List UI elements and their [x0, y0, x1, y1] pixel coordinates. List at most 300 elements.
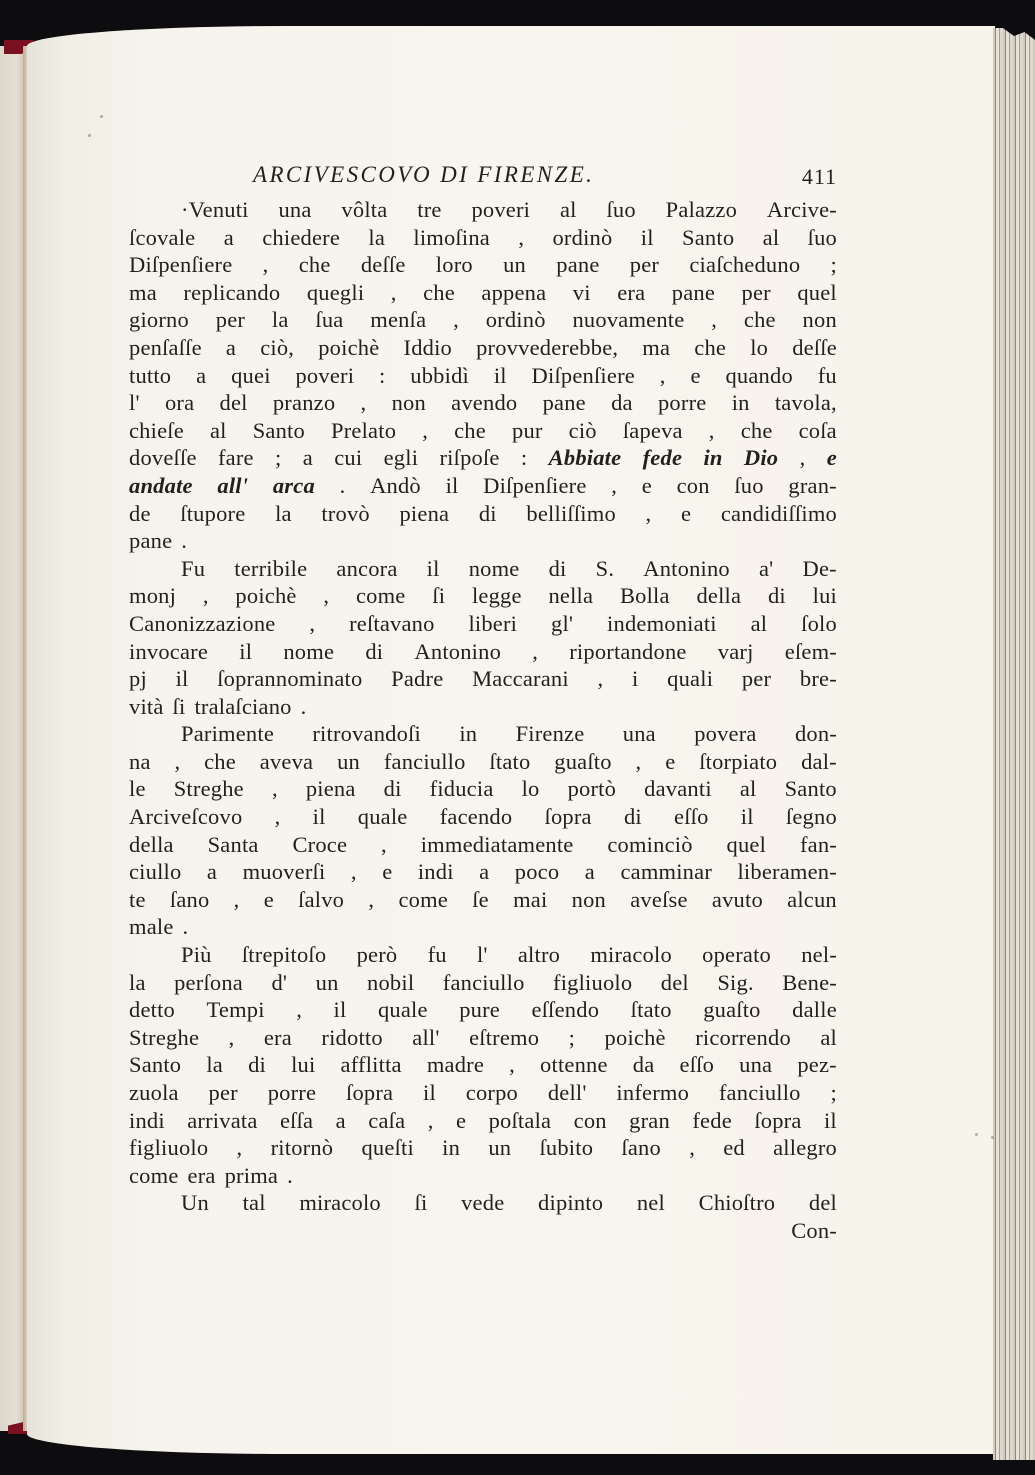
text-line — [129, 775, 837, 803]
word: , — [427, 1107, 434, 1133]
word: era — [617, 279, 646, 305]
word: ; — [830, 252, 837, 278]
word: Parimente — [181, 721, 275, 747]
word: piena — [305, 776, 356, 802]
word: poichè — [235, 583, 297, 609]
word: , — [611, 472, 618, 498]
word: della — [129, 831, 174, 857]
word: . — [182, 914, 189, 940]
word: Diſpenſiere — [531, 362, 635, 388]
word: d' — [271, 969, 288, 995]
word: a — [584, 859, 595, 885]
word: perſona — [174, 969, 243, 995]
word: allegro — [773, 1135, 837, 1161]
word: con — [573, 1107, 607, 1133]
body-lines — [129, 196, 837, 1217]
word: prima — [224, 1162, 279, 1188]
word: Antonino — [643, 555, 730, 581]
word: quegli — [306, 279, 365, 305]
facing-page-edge — [0, 46, 24, 1431]
word: pj — [129, 666, 147, 692]
word: l' — [476, 942, 488, 968]
paper-speck — [88, 134, 91, 137]
word: tre — [417, 197, 442, 222]
word: in — [459, 721, 478, 747]
word: come — [129, 1162, 179, 1188]
word: ſubito — [539, 1135, 594, 1161]
word: , — [518, 224, 525, 250]
word: appena — [481, 279, 547, 305]
word: la — [271, 307, 289, 333]
word: ſalvo — [298, 886, 345, 912]
word: quei — [231, 362, 271, 388]
text-line — [129, 1051, 837, 1079]
word: ciullo — [129, 859, 182, 885]
word: ancora — [336, 555, 398, 581]
word: Santo — [252, 417, 305, 443]
word: deſſe — [792, 334, 837, 360]
word: Tempi — [206, 997, 265, 1023]
word: al — [739, 776, 757, 802]
word: al — [209, 417, 227, 443]
word: limoſina — [413, 224, 490, 250]
word: terribile — [234, 555, 308, 581]
word: poveri — [471, 197, 531, 222]
word: tavola, — [774, 390, 837, 416]
word: i — [632, 666, 639, 692]
word: a — [206, 859, 218, 885]
word: era — [263, 1024, 292, 1050]
word: provvederebbe, — [476, 334, 619, 360]
word: come — [355, 583, 406, 609]
word: gl' — [551, 610, 574, 636]
word: zuola — [129, 1080, 179, 1105]
word: davanti — [644, 776, 712, 802]
word: , — [360, 390, 367, 416]
word: lui — [812, 583, 837, 609]
word: ſi — [414, 1190, 428, 1216]
word: , — [262, 252, 269, 278]
word: detto — [129, 997, 175, 1023]
text-line — [129, 389, 837, 417]
word: non — [802, 307, 837, 333]
word: tralaſciano — [194, 693, 292, 719]
word: eſtremo — [469, 1024, 540, 1050]
word: pranzo — [272, 390, 336, 416]
word: Più — [181, 942, 212, 968]
text-line — [129, 527, 837, 555]
word: aveſse — [630, 886, 688, 912]
text-line — [129, 444, 837, 472]
text-line — [129, 720, 837, 748]
word: le — [129, 776, 146, 802]
word: , — [708, 417, 715, 443]
word: alcun — [787, 886, 837, 912]
word: Arciveſcovo — [129, 804, 243, 830]
italic-word: all' — [217, 472, 249, 498]
word: quali — [667, 666, 714, 692]
word: poichè — [604, 1024, 666, 1050]
word: ubbidì — [410, 362, 469, 388]
word: il — [333, 997, 347, 1023]
word: fan- — [799, 831, 837, 857]
word: per — [741, 279, 771, 305]
word: cominciò — [607, 831, 693, 857]
text-line — [129, 362, 837, 390]
text-line — [129, 1162, 837, 1190]
word: ; — [275, 445, 282, 471]
word: la — [206, 1052, 223, 1078]
word: monj — [129, 583, 177, 609]
word: non — [391, 390, 426, 416]
word: Santa — [207, 831, 259, 857]
word: belliſſimo — [526, 500, 616, 526]
text-line — [129, 803, 837, 831]
text-line — [129, 996, 837, 1024]
text-line — [129, 748, 837, 776]
word: il — [426, 555, 440, 581]
text-line — [129, 913, 837, 941]
word: miracolo — [299, 1190, 381, 1216]
word: che — [454, 417, 486, 443]
word: , — [645, 500, 652, 526]
text-line — [129, 665, 837, 693]
word: gran — [629, 1107, 670, 1133]
word: al — [820, 1024, 837, 1050]
word: ciò, — [260, 334, 295, 360]
word: Iddio — [403, 334, 452, 360]
word: ſoprannominato — [217, 666, 363, 692]
word: , — [233, 886, 240, 912]
word: eſſa — [279, 1107, 314, 1133]
text-line — [129, 941, 837, 969]
word: male — [129, 914, 174, 940]
word: una — [622, 721, 656, 747]
word: : — [379, 362, 386, 388]
word: ſtupore — [180, 500, 246, 526]
word: ·Venuti — [181, 197, 249, 222]
word: ſtorpiato — [699, 748, 778, 774]
word: un — [503, 252, 526, 278]
word: lui — [291, 1052, 316, 1078]
word: la — [368, 224, 386, 250]
word: poveri — [295, 362, 355, 388]
word: una — [278, 197, 312, 222]
word: ſuo — [606, 197, 636, 222]
word: porre — [267, 1080, 317, 1105]
word: , — [422, 417, 429, 443]
word: e — [681, 500, 692, 526]
word: doveſſe — [129, 445, 197, 471]
text-line — [129, 831, 837, 859]
word: , — [453, 307, 459, 333]
word: facendo — [439, 804, 513, 830]
word: Fu — [181, 555, 206, 581]
word: , — [532, 638, 539, 664]
word: tal — [242, 1190, 266, 1216]
word: altro — [517, 942, 561, 968]
word: Canonizzazione — [129, 610, 276, 636]
word: tutto — [129, 362, 172, 388]
word: a — [302, 445, 313, 471]
word: al — [762, 224, 780, 250]
word: quale — [377, 997, 428, 1023]
text-line — [129, 1189, 837, 1217]
word: Prelato — [331, 417, 397, 443]
word: un — [315, 969, 339, 995]
italic-word: andate — [129, 472, 193, 498]
word: , — [271, 776, 278, 802]
word: ſuo — [734, 472, 764, 498]
word: di — [623, 804, 642, 830]
text-line — [129, 500, 837, 528]
word: ordinò — [552, 224, 613, 250]
word: madre — [426, 1052, 485, 1078]
word: ſuo — [807, 224, 837, 250]
word: che — [743, 307, 776, 333]
word: quale — [357, 804, 408, 830]
word: . — [181, 528, 188, 554]
word: ſopra — [544, 804, 592, 830]
word: chieſe — [129, 417, 184, 443]
word: che — [298, 252, 331, 278]
word: ſolo — [801, 610, 837, 636]
word: vi — [572, 279, 591, 305]
text-line — [129, 610, 837, 638]
word: era — [187, 1162, 216, 1188]
word: in — [731, 390, 750, 416]
word: e — [665, 748, 676, 774]
word: il — [823, 1107, 837, 1133]
word: il — [740, 804, 754, 830]
word: di — [478, 500, 497, 526]
word: trovò — [321, 500, 370, 526]
word: pane — [556, 252, 600, 278]
word: lo — [750, 334, 769, 360]
word: riſpoſe — [439, 445, 500, 471]
word: pane — [129, 528, 173, 554]
text-line — [129, 693, 837, 721]
word: dipinto — [538, 1190, 604, 1216]
word: guaſto — [554, 748, 612, 774]
word: Santo — [784, 776, 837, 802]
word: ora — [164, 390, 195, 416]
word: , — [381, 831, 387, 857]
word: , — [597, 666, 604, 692]
italic-word: fede — [642, 445, 683, 471]
word: e — [641, 472, 652, 498]
word: giorno — [129, 307, 189, 333]
word: ritrovandoſi — [312, 721, 421, 747]
word: invocare — [129, 638, 209, 664]
word: . — [300, 693, 307, 719]
word: quel — [797, 279, 837, 305]
word: la — [129, 969, 146, 995]
word: vità — [129, 693, 164, 719]
italic-word: e — [826, 445, 837, 471]
word: , — [296, 997, 303, 1023]
word: de — [129, 500, 151, 526]
word: na — [129, 748, 151, 774]
word: Andò — [370, 472, 421, 498]
word: egli — [383, 445, 419, 471]
word: aveva — [259, 748, 314, 774]
word: che — [694, 334, 727, 360]
word: ſcovale — [129, 224, 196, 250]
word: ſtato — [630, 997, 672, 1023]
word: una — [739, 1052, 773, 1078]
text-line — [129, 251, 837, 279]
word: afflitta — [340, 1052, 402, 1078]
text-line — [129, 196, 837, 224]
page-stack-edges — [993, 28, 1035, 1460]
word: a — [225, 334, 237, 360]
word: di — [767, 583, 786, 609]
word: pez- — [797, 1052, 837, 1078]
word: arrivata — [187, 1107, 258, 1133]
word: ſi — [432, 583, 446, 609]
word: don- — [794, 721, 837, 747]
word: ſano — [169, 886, 210, 912]
word: ſano — [621, 1135, 661, 1161]
word: , — [799, 445, 806, 471]
text-line — [129, 858, 837, 886]
word: indi — [129, 1107, 165, 1133]
word: l' — [129, 390, 140, 416]
word: legge — [471, 583, 522, 609]
word: bre- — [799, 666, 837, 692]
word: non — [571, 886, 607, 912]
word: , — [236, 1135, 243, 1161]
word: ſopra — [346, 1080, 394, 1105]
word: liberamen- — [737, 859, 837, 885]
word: figliuolo — [129, 1135, 209, 1161]
text-line — [129, 334, 837, 362]
text-line — [129, 1107, 837, 1135]
word: dalle — [792, 997, 837, 1023]
catchword-text: Con- — [791, 1217, 837, 1243]
word: e — [690, 362, 701, 388]
word: e — [455, 1107, 467, 1133]
word: candidiſſimo — [720, 500, 837, 526]
word: mai — [513, 886, 548, 912]
word: vôlta — [341, 197, 388, 222]
word: il — [423, 1080, 436, 1105]
word: ſi — [172, 693, 186, 719]
word: , — [228, 1024, 235, 1050]
word: nome — [468, 555, 520, 581]
word: fiducia — [429, 776, 494, 802]
word: Diſpenſiere — [129, 252, 233, 278]
word: Palazzo — [665, 197, 738, 222]
text-line — [129, 886, 837, 914]
word: , — [309, 610, 316, 636]
word: infermo — [616, 1080, 690, 1105]
text-line — [129, 1079, 837, 1107]
word: , — [202, 583, 209, 609]
word: queſti — [361, 1135, 414, 1161]
word: piena — [399, 500, 450, 526]
word: , — [350, 859, 357, 885]
text-line — [129, 224, 837, 252]
catchword — [129, 1217, 837, 1245]
word: quel — [726, 831, 767, 857]
running-head — [129, 160, 837, 196]
word: di — [248, 1052, 266, 1078]
word: quando — [725, 362, 793, 388]
paper-speck — [991, 1136, 994, 1139]
text-line — [129, 417, 837, 445]
word: ridotto — [321, 1024, 383, 1050]
text-line — [129, 1024, 837, 1052]
word: pur — [512, 417, 543, 443]
word: eſſo — [679, 1052, 715, 1078]
word: dal- — [801, 748, 837, 774]
word: , — [689, 1135, 696, 1161]
paper-speck — [975, 1133, 978, 1136]
word: ſtrepitoſo — [241, 942, 327, 968]
word: pane — [542, 390, 586, 416]
word: della — [696, 583, 742, 609]
word: Santo — [129, 1052, 182, 1078]
text-line — [129, 306, 837, 334]
word: il — [640, 224, 654, 250]
word: il — [239, 638, 253, 664]
word: Firenze — [515, 721, 585, 747]
word: Streghe — [173, 776, 244, 802]
word: nella — [548, 583, 594, 609]
word: per — [741, 666, 772, 692]
word: ſapeva — [622, 417, 683, 443]
word: però — [356, 942, 398, 968]
text-line — [129, 582, 837, 610]
word: , — [390, 279, 397, 305]
word: , — [659, 362, 666, 388]
text-line — [129, 555, 837, 583]
word: il — [493, 362, 507, 388]
word: a — [479, 859, 490, 885]
word: il — [175, 666, 189, 692]
word: gran- — [788, 472, 837, 498]
word: per — [208, 1080, 238, 1105]
word: il — [445, 472, 459, 498]
word: portò — [567, 776, 617, 802]
word: vede — [461, 1190, 505, 1216]
word: fare — [217, 445, 254, 471]
word: ciò — [568, 417, 597, 443]
word: , — [174, 748, 181, 774]
word: pane — [671, 279, 716, 305]
word: Bene- — [782, 969, 837, 995]
word: di — [548, 555, 567, 581]
text-line — [129, 279, 837, 307]
page-number: 411 — [801, 164, 837, 189]
word: poichè — [318, 334, 380, 360]
word: Antonino — [414, 638, 502, 664]
word: ma — [129, 279, 157, 305]
word: menſa — [370, 307, 427, 333]
word: da — [632, 1052, 655, 1078]
word: liberi — [468, 610, 518, 636]
word: di — [383, 776, 402, 802]
word: che — [740, 417, 773, 443]
word: Un — [181, 1190, 209, 1216]
word: , — [635, 748, 642, 774]
text-line — [129, 1134, 837, 1162]
word: fanciullo — [383, 748, 466, 774]
word: , — [711, 307, 718, 333]
word: ſtato — [489, 748, 531, 774]
